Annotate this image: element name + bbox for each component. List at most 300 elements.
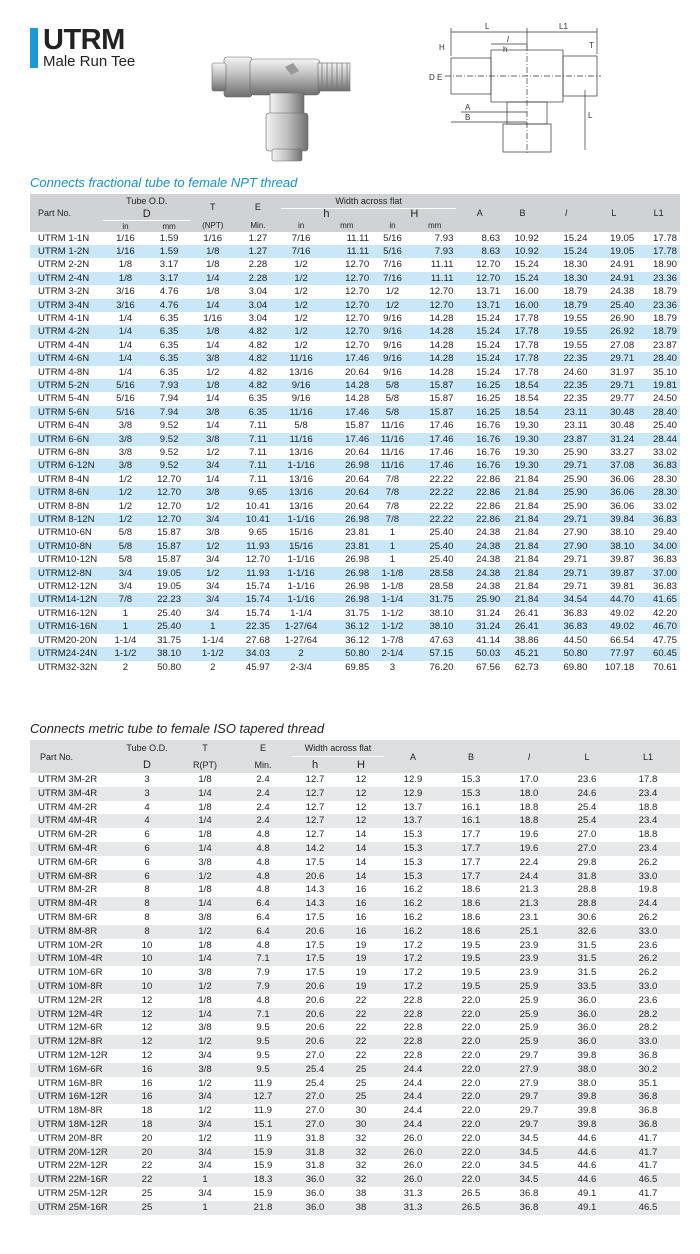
table-row bbox=[30, 939, 680, 953]
table-cell: 9.52 bbox=[159, 447, 179, 458]
table-cell: 10 bbox=[141, 953, 153, 965]
table-cell: 31.75 bbox=[429, 594, 454, 606]
table-cell: 36.0 bbox=[305, 1174, 325, 1186]
table-cell: 4.8 bbox=[256, 994, 270, 1006]
table-cell: 22.22 bbox=[429, 500, 454, 512]
table-row bbox=[30, 500, 680, 513]
table-cell: 18.6 bbox=[461, 884, 481, 896]
table-cell: 20.6 bbox=[305, 870, 325, 882]
table-cell: 23.9 bbox=[519, 953, 539, 965]
table-cell: 25.90 bbox=[563, 447, 588, 458]
table-cell: 1-1/16 bbox=[287, 554, 315, 566]
table-cell: 15/16 bbox=[289, 527, 314, 539]
table-cell: 25.1 bbox=[519, 925, 539, 937]
table-row bbox=[30, 1132, 680, 1146]
table-row bbox=[30, 1008, 680, 1022]
table-cell: 33.5 bbox=[577, 980, 597, 992]
table-cell: 21.8 bbox=[253, 1201, 273, 1213]
part-number-cell: UTRM 10M-6R bbox=[38, 967, 103, 979]
table-cell: 22.0 bbox=[461, 1132, 481, 1144]
table-cell: 33.0 bbox=[638, 870, 658, 882]
table-cell: 3/8 bbox=[206, 433, 220, 445]
table-cell: 38.86 bbox=[514, 634, 539, 646]
table-cell: 11/16 bbox=[380, 460, 405, 472]
table-cell: 12.70 bbox=[245, 554, 270, 566]
table-cell: 15.3 bbox=[403, 870, 423, 882]
table-row bbox=[30, 870, 680, 884]
table-cell: 15.87 bbox=[157, 527, 182, 539]
part-number-cell: UTRM 16M-8R bbox=[38, 1077, 103, 1089]
table-cell: 22.0 bbox=[461, 1008, 481, 1020]
col-T: T bbox=[210, 202, 216, 212]
table-cell: 18.54 bbox=[514, 379, 539, 391]
table-cell: 31.5 bbox=[577, 953, 597, 965]
table-cell: 1/2 bbox=[118, 514, 133, 526]
table-cell: 11.9 bbox=[254, 1077, 272, 1089]
table-cell: 9/16 bbox=[291, 393, 311, 405]
table-cell: 3/8 bbox=[206, 487, 220, 499]
table-cell: 25.40 bbox=[429, 554, 454, 566]
table-cell: 15.24 bbox=[476, 312, 501, 324]
table-cell: 22.86 bbox=[476, 514, 501, 526]
table-cell: 1 bbox=[122, 621, 129, 633]
m-col-L: L bbox=[584, 751, 590, 762]
table-cell: 6.4 bbox=[256, 911, 270, 923]
table-cell: 50.80 bbox=[157, 661, 182, 673]
table-cell: 5/16 bbox=[383, 232, 402, 244]
table-cell: 31.75 bbox=[345, 607, 370, 619]
part-number-cell: UTRM 8M-6R bbox=[38, 911, 98, 923]
table-cell: 32 bbox=[355, 1174, 367, 1186]
table-cell: 1/4 bbox=[198, 842, 212, 854]
table-cell: 29.7 bbox=[519, 1105, 539, 1117]
table-cell: 22.0 bbox=[461, 1063, 481, 1075]
table-cell: 7.11 bbox=[248, 460, 267, 472]
table-cell: 39.84 bbox=[610, 514, 635, 526]
table-cell: 27.0 bbox=[305, 1049, 325, 1061]
table-cell: 25.90 bbox=[563, 500, 588, 512]
table-row bbox=[30, 567, 680, 580]
table-row bbox=[30, 258, 680, 271]
table-cell: 10.41 bbox=[245, 500, 270, 512]
part-number-cell: UTRM 4M-2R bbox=[38, 801, 98, 813]
table-cell: 1-7/8 bbox=[381, 634, 404, 646]
table-cell: 3/8 bbox=[206, 353, 220, 365]
table-cell: 19.55 bbox=[563, 312, 588, 324]
table-row bbox=[30, 620, 680, 633]
table-cell: 1/2 bbox=[294, 299, 308, 311]
table-cell: 25.90 bbox=[563, 487, 588, 499]
table-cell: 3/4 bbox=[206, 607, 220, 619]
table-cell: 21.84 bbox=[514, 540, 539, 552]
table-cell: 14 bbox=[355, 856, 367, 868]
table-row bbox=[30, 419, 680, 432]
table-cell: 9.65 bbox=[248, 527, 268, 539]
table-row bbox=[30, 1146, 680, 1160]
table-row bbox=[30, 661, 680, 674]
table-cell: 36.8 bbox=[638, 1049, 658, 1061]
table-cell: 21.3 bbox=[519, 884, 539, 896]
table-cell: 17.5 bbox=[305, 856, 325, 868]
table-cell: 3/4 bbox=[198, 1049, 212, 1061]
table-cell: 14.3 bbox=[305, 884, 325, 896]
table-cell: 1/4 bbox=[198, 1008, 212, 1020]
table-cell: 15.3 bbox=[403, 856, 423, 868]
table-cell: 18.30 bbox=[563, 272, 588, 284]
table-row bbox=[30, 406, 680, 419]
table-cell: 28.44 bbox=[652, 433, 677, 445]
table-row bbox=[30, 553, 680, 566]
table-cell: 19.30 bbox=[514, 433, 539, 445]
table-cell: 19.81 bbox=[652, 379, 677, 391]
table-cell: 36.83 bbox=[652, 554, 677, 566]
table-cell: 1/8 bbox=[198, 994, 212, 1006]
table-cell: 26.41 bbox=[514, 621, 539, 633]
table-row bbox=[30, 312, 680, 325]
table-cell: 1 bbox=[389, 554, 396, 566]
table-cell: 4 bbox=[144, 801, 150, 813]
table-cell: 24.38 bbox=[476, 567, 501, 579]
table-cell: 25.4 bbox=[305, 1063, 325, 1075]
table-cell: 31.3 bbox=[403, 1187, 423, 1199]
table-cell: 27.0 bbox=[577, 842, 597, 854]
table-cell: 22.0 bbox=[461, 1146, 481, 1158]
table-cell: 11.11 bbox=[346, 232, 370, 244]
table-cell: 12 bbox=[355, 801, 367, 813]
table-cell: 25.9 bbox=[519, 994, 539, 1006]
table-cell: 28.40 bbox=[652, 353, 677, 365]
table-cell: 21.84 bbox=[514, 581, 539, 593]
table-cell: 16 bbox=[355, 898, 367, 910]
table-cell: 57.15 bbox=[429, 648, 454, 660]
table-cell: 25.40 bbox=[429, 540, 454, 552]
table-cell: 1-1/8 bbox=[381, 581, 404, 593]
table-cell: 23.11 bbox=[564, 420, 588, 432]
table-cell: 25 bbox=[355, 1091, 367, 1103]
col-B: B bbox=[519, 207, 526, 218]
table-cell: 17.2 bbox=[403, 953, 423, 965]
table-cell: 17.78 bbox=[652, 245, 677, 257]
part-number-cell: UTRM 8M-4R bbox=[38, 898, 98, 910]
table-cell: 5/8 bbox=[118, 540, 133, 552]
part-number-cell: UTRM 6M-4R bbox=[38, 842, 98, 854]
col-A: A bbox=[476, 207, 483, 218]
table-cell: 1/2 bbox=[294, 312, 308, 324]
table-cell: 13/16 bbox=[289, 487, 314, 499]
table-cell: 1/2 bbox=[118, 500, 133, 512]
table-cell: 27.90 bbox=[563, 540, 588, 552]
table-cell: 14.28 bbox=[429, 312, 454, 324]
table-cell: 15.1 bbox=[253, 1118, 273, 1130]
table-cell: 28.2 bbox=[638, 1008, 658, 1020]
table-cell: 19.30 bbox=[514, 460, 539, 472]
table-cell: 1 bbox=[202, 1174, 208, 1186]
table-cell: 1/2 bbox=[118, 473, 133, 485]
m-col-E: E bbox=[259, 743, 266, 754]
table-cell: 24.38 bbox=[610, 286, 635, 298]
table-cell: 7/8 bbox=[385, 473, 400, 485]
table-cell: 36.12 bbox=[345, 634, 370, 646]
table-cell: 22.0 bbox=[461, 1036, 481, 1048]
table-cell: 22.8 bbox=[403, 1008, 423, 1020]
table-cell: 4.82 bbox=[248, 366, 268, 378]
table-row bbox=[30, 607, 680, 620]
table-cell: 1/8 bbox=[206, 259, 220, 271]
table-cell: 26.0 bbox=[403, 1132, 423, 1144]
table-cell: 1 bbox=[122, 607, 129, 619]
table-cell: 2.28 bbox=[248, 272, 268, 284]
table-cell: 15.87 bbox=[157, 540, 182, 552]
table-cell: 2.28 bbox=[248, 259, 268, 271]
table-row bbox=[30, 486, 680, 499]
table-cell: 13.71 bbox=[476, 286, 501, 298]
table-cell: 22.8 bbox=[403, 1022, 423, 1034]
table-cell: 1/8 bbox=[118, 259, 133, 271]
table-cell: 3/8 bbox=[206, 406, 220, 418]
table-cell: 1-1/2 bbox=[201, 648, 224, 660]
table-cell: 3 bbox=[144, 774, 150, 785]
table-cell: 1/8 bbox=[118, 272, 133, 284]
table-cell: 14.28 bbox=[429, 326, 454, 338]
table-cell: 38.0 bbox=[577, 1063, 597, 1075]
col-H-in: in bbox=[389, 221, 396, 231]
table-cell: 25.4 bbox=[305, 1077, 325, 1089]
table-cell: 1/4 bbox=[118, 312, 133, 324]
table-cell: 39.8 bbox=[577, 1105, 597, 1117]
table-cell: 29.71 bbox=[563, 554, 588, 566]
table-cell: 14 bbox=[355, 870, 367, 882]
table-cell: 3/4 bbox=[198, 1091, 212, 1103]
table-cell: 36.83 bbox=[652, 460, 677, 472]
table-cell: 22.86 bbox=[476, 500, 501, 512]
table-cell: 36.83 bbox=[652, 581, 677, 593]
table-row bbox=[30, 459, 680, 472]
table-cell: 36.0 bbox=[577, 994, 597, 1006]
part-number-cell: UTRM 6-12N bbox=[38, 460, 95, 472]
table-cell: 25.4 bbox=[577, 801, 597, 813]
table-cell: 34.00 bbox=[652, 540, 677, 552]
label-B: B bbox=[465, 113, 471, 122]
table-cell: 17.2 bbox=[403, 967, 423, 979]
table-cell: 1.27 bbox=[248, 232, 268, 244]
table-cell: 25.40 bbox=[429, 527, 454, 539]
table-cell: 45.97 bbox=[245, 661, 270, 673]
table-cell: 17.7 bbox=[461, 842, 481, 854]
table-cell: 12 bbox=[141, 1008, 153, 1020]
table-cell: 26.2 bbox=[638, 967, 658, 979]
table-row bbox=[30, 925, 680, 939]
table-cell: 12 bbox=[355, 774, 367, 785]
table-cell: 1-1/2 bbox=[381, 621, 404, 633]
table-cell: 27.0 bbox=[577, 829, 597, 841]
table-cell: 10.92 bbox=[514, 232, 539, 244]
table-cell: 22.23 bbox=[157, 594, 182, 606]
table-cell: 21.84 bbox=[514, 500, 539, 512]
table-cell: 3.17 bbox=[159, 272, 179, 284]
table-cell: 26.98 bbox=[345, 554, 370, 566]
table-cell: 20.6 bbox=[305, 925, 325, 937]
table-cell: 50.80 bbox=[345, 648, 370, 660]
table-cell: 24.91 bbox=[610, 272, 635, 284]
table-row bbox=[30, 814, 680, 828]
table-cell: 1/4 bbox=[118, 366, 133, 378]
table-cell: 28.40 bbox=[652, 406, 677, 418]
table-cell: 16.00 bbox=[514, 286, 539, 298]
table-cell: 24.38 bbox=[476, 554, 501, 566]
table-cell: 7.9 bbox=[256, 980, 270, 992]
table-cell: 6.4 bbox=[256, 925, 270, 937]
table-cell: 3/8 bbox=[198, 856, 212, 868]
table-cell: 14.28 bbox=[345, 393, 370, 405]
table-cell: 2.4 bbox=[256, 801, 270, 813]
part-number-cell: UTRM 6M-2R bbox=[38, 829, 98, 841]
table-cell: 30.48 bbox=[610, 406, 635, 418]
table-cell: 1/8 bbox=[206, 286, 220, 298]
table-cell: 28.58 bbox=[429, 567, 454, 579]
table-cell: 20.6 bbox=[305, 980, 325, 992]
table-cell: 36.06 bbox=[610, 487, 635, 499]
table-cell: 1/8 bbox=[198, 829, 212, 841]
table-cell: 18.8 bbox=[638, 801, 658, 813]
table-cell: 1-1/2 bbox=[381, 607, 404, 619]
table-cell: 9.5 bbox=[256, 1063, 270, 1075]
table-cell: 46.5 bbox=[638, 1174, 658, 1186]
table-cell: 4.82 bbox=[248, 379, 268, 391]
table-cell: 17.0 bbox=[519, 774, 539, 785]
table-row bbox=[30, 272, 680, 285]
table-cell: 25.40 bbox=[157, 621, 182, 633]
part-number-cell: UTRM 2-2N bbox=[38, 259, 90, 271]
table-cell: 11.9 bbox=[254, 1132, 272, 1144]
table-cell: 107.18 bbox=[604, 661, 635, 673]
table-cell: 20.64 bbox=[345, 487, 370, 499]
col-L: L bbox=[611, 207, 617, 218]
part-number-cell: UTRM 8-6N bbox=[38, 487, 90, 499]
table-row bbox=[30, 842, 680, 856]
table-cell: 8 bbox=[144, 911, 150, 923]
table-cell: 18.90 bbox=[652, 259, 677, 271]
table-cell: 31.8 bbox=[305, 1132, 325, 1144]
table-cell: 1 bbox=[389, 527, 396, 539]
table-row bbox=[30, 366, 680, 379]
table-cell: 22.35 bbox=[563, 353, 588, 365]
table-cell: 20.6 bbox=[305, 994, 325, 1006]
table-cell: 27.68 bbox=[245, 634, 270, 646]
table-cell: 44.6 bbox=[577, 1132, 597, 1144]
table-cell: 46.5 bbox=[638, 1201, 658, 1213]
table-cell: 7.94 bbox=[159, 406, 179, 418]
table-cell: 3/8 bbox=[118, 433, 133, 445]
table-cell: 15.9 bbox=[253, 1187, 273, 1199]
part-number-cell: UTRM 1-2N bbox=[38, 245, 90, 257]
table-cell: 15.24 bbox=[563, 232, 588, 244]
table-cell: 23.81 bbox=[345, 527, 370, 539]
table-cell: 2 bbox=[122, 661, 129, 673]
table-cell: 77.97 bbox=[610, 648, 635, 660]
part-number-cell: UTRM 4-2N bbox=[38, 326, 90, 338]
table-cell: 2-1/4 bbox=[381, 648, 404, 660]
table-cell: 5/8 bbox=[385, 379, 400, 391]
table-row bbox=[30, 352, 680, 365]
table-cell: 30.2 bbox=[638, 1063, 658, 1075]
table-cell: 9.65 bbox=[248, 487, 268, 499]
table-cell: 27.0 bbox=[305, 1105, 325, 1117]
table-cell: 9.52 bbox=[159, 433, 179, 445]
table-cell: 23.87 bbox=[652, 339, 677, 351]
table-cell: 7/16 bbox=[291, 232, 311, 244]
table-cell: 9/16 bbox=[383, 312, 402, 324]
table-cell: 1/2 bbox=[198, 980, 212, 992]
part-number-cell: UTRM 6-4N bbox=[38, 420, 90, 432]
table-cell: 36.0 bbox=[577, 1036, 597, 1048]
accent-bar bbox=[30, 28, 38, 68]
table-cell: 23.6 bbox=[638, 939, 658, 951]
table-cell: 5/16 bbox=[116, 406, 135, 418]
table-cell: 17.78 bbox=[514, 312, 539, 324]
table-cell: 23.1 bbox=[519, 911, 539, 923]
table-cell: 14.2 bbox=[305, 842, 325, 854]
table-cell: 60.45 bbox=[652, 648, 677, 660]
part-number-cell: UTRM 3-4N bbox=[38, 299, 90, 311]
table-cell: 28.30 bbox=[652, 487, 677, 499]
part-number-cell: UTRM 8-4N bbox=[38, 473, 90, 485]
table-cell: 16.25 bbox=[476, 379, 501, 391]
table-cell: 11.11 bbox=[430, 259, 454, 271]
table-cell: 49.1 bbox=[577, 1201, 597, 1213]
table-cell: 1/4 bbox=[206, 393, 220, 405]
table-cell: 7/8 bbox=[385, 500, 400, 512]
table-cell: 17.46 bbox=[345, 406, 370, 418]
table-cell: 24.4 bbox=[403, 1077, 423, 1089]
table-row bbox=[30, 1104, 680, 1118]
table-cell: 36.8 bbox=[519, 1187, 539, 1199]
table-cell: 32 bbox=[355, 1132, 367, 1144]
label-D: D bbox=[429, 73, 435, 82]
table-cell: 1/2 bbox=[206, 447, 220, 458]
table-cell: 37.00 bbox=[652, 567, 677, 579]
table-cell: 7/16 bbox=[383, 259, 402, 271]
table-cell: 15.24 bbox=[514, 259, 539, 271]
col-h: h bbox=[323, 208, 330, 220]
table-cell: 12.7 bbox=[305, 815, 325, 827]
part-number-cell: UTRM 2-4N bbox=[38, 272, 90, 284]
table-cell: 36.8 bbox=[638, 1091, 658, 1103]
table-cell: 1/4 bbox=[206, 272, 220, 284]
table-cell: 35.10 bbox=[652, 366, 677, 378]
table-cell: 17.78 bbox=[514, 353, 539, 365]
table-cell: 11.11 bbox=[430, 272, 454, 284]
table-cell: 34.5 bbox=[519, 1174, 539, 1186]
part-number-cell: UTRM 10M-8R bbox=[38, 980, 103, 992]
table-cell: 12.70 bbox=[345, 272, 370, 284]
table-cell: 49.1 bbox=[577, 1187, 597, 1199]
table-cell: 36.12 bbox=[345, 621, 370, 633]
table-cell: 1/8 bbox=[206, 245, 220, 257]
table-cell: 12.70 bbox=[157, 473, 182, 485]
col-E: E bbox=[254, 202, 261, 212]
table-cell: 1/4 bbox=[206, 299, 220, 311]
table-cell: 14.3 bbox=[305, 898, 325, 910]
table-cell: 6.4 bbox=[256, 898, 270, 910]
part-number-cell: UTRM 12M-6R bbox=[38, 1022, 103, 1034]
table-cell: 19.55 bbox=[563, 326, 588, 338]
table-cell: 6 bbox=[144, 842, 150, 854]
table-cell: 1/16 bbox=[203, 232, 223, 244]
table-cell: 7.11 bbox=[248, 473, 267, 485]
table-cell: 47.75 bbox=[652, 634, 677, 646]
label-H: H bbox=[439, 43, 445, 52]
part-number-cell: UTRM 6M-8R bbox=[38, 870, 98, 882]
